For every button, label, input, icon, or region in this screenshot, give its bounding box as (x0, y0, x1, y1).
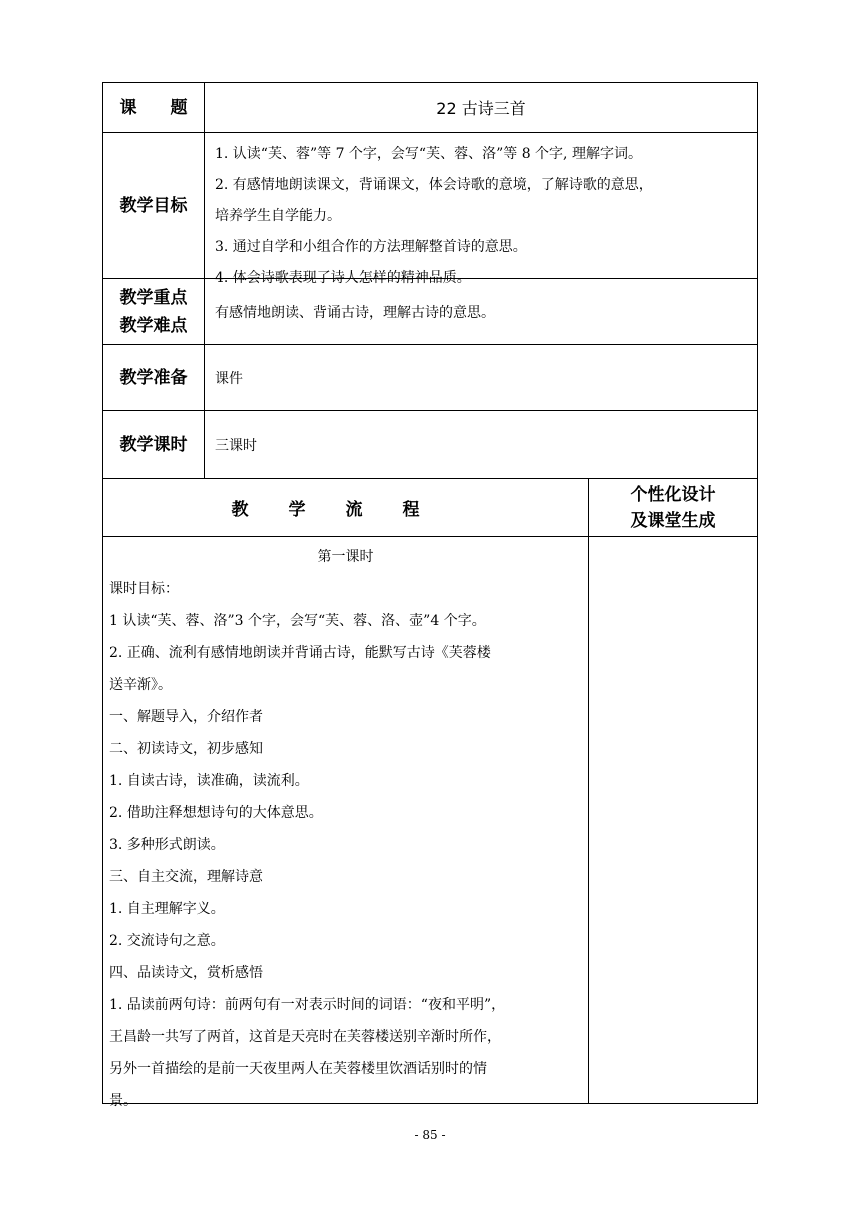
objectives-label: 教学目标 (103, 133, 205, 278)
objective-line: 1. 认读“芙、蓉”等 7 个字，会写“芙、蓉、洛”等 8 个字, 理解字词。 (215, 146, 642, 162)
periods-label: 教学课时 (103, 411, 205, 478)
key-points-row (103, 279, 757, 345)
key-points-value: 有感情地朗读、背诵古诗，理解古诗的意思。 (215, 304, 495, 321)
periods-value: 三课时 (215, 437, 257, 454)
title-label: 课 题 (103, 83, 205, 132)
flow-content (103, 537, 589, 1109)
preparation-value: 课件 (215, 370, 243, 387)
page-number: - 85 - (414, 1128, 446, 1142)
key-points-label-line2: 教学难点 (119, 315, 188, 336)
preparation-label: 教学准备 (103, 345, 205, 410)
flow-line: 3. 多种形式朗读。 (109, 837, 225, 853)
flow-line: 王昌龄一共写了两首，这首是天亮时在芙蓉楼送别辛渐时所作， (109, 1029, 501, 1045)
flow-line: 2. 正确、流利有感情地朗读并背诵古诗，能默写古诗《芙蓉楼 (109, 645, 491, 661)
flow-line: 课时目标： (109, 581, 179, 597)
period-title: 第一课时 (317, 549, 374, 565)
flow-line: 1. 自读古诗，读准确，读流利。 (109, 773, 309, 789)
side-heading (589, 479, 757, 536)
objectives-row (103, 133, 757, 286)
flow-heading: 教学流程 (103, 479, 589, 536)
objectives-list (205, 133, 757, 286)
periods-row (103, 411, 757, 479)
lesson-title: 22 古诗三首 (436, 99, 526, 118)
flow-line: 1. 自主理解字义。 (109, 901, 225, 917)
flow-line: 三、自主交流，理解诗意 (109, 869, 263, 885)
objective-line: 培养学生自学能力。 (215, 208, 341, 224)
flow-line: 送辛渐》。 (109, 677, 172, 693)
objective-line: 2. 有感情地朗读课文，背诵课文，体会诗歌的意境，了解诗歌的意思， (215, 177, 653, 193)
flow-line: 一、解题导入，介绍作者 (109, 709, 263, 725)
lesson-plan-table (102, 82, 758, 1109)
flow-body-row (103, 537, 757, 1109)
objective-line: 4. 体会诗歌表现了诗人怎样的精神品质。 (215, 270, 471, 286)
flow-line: 1 认读“芙、蓉、洛”3 个字，会写“芙、蓉、洛、壶”4 个字。 (109, 613, 486, 629)
side-heading-line1: 个性化设计 (630, 484, 716, 505)
flow-line: 景。 (109, 1093, 137, 1109)
objective-line: 3. 通过自学和小组合作的方法理解整首诗的意思。 (215, 239, 527, 255)
personalized-design-cell (589, 537, 757, 1103)
flow-line: 2. 借助注释想想诗句的大体意思。 (109, 805, 323, 821)
title-row (103, 83, 757, 133)
flow-line: 1. 品读前两句诗：前两句有一对表示时间的词语：“夜和平明”， (109, 997, 506, 1013)
flow-line: 四、品读诗文，赏析感悟 (109, 965, 263, 981)
flow-line: 二、初读诗文，初步感知 (109, 741, 263, 757)
side-heading-line2: 及课堂生成 (630, 510, 716, 531)
key-points-label (103, 279, 205, 344)
preparation-row (103, 345, 757, 411)
flow-line: 2. 交流诗句之意。 (109, 933, 225, 949)
key-points-label-line1: 教学重点 (119, 287, 188, 308)
flow-line: 另外一首描绘的是前一天夜里两人在芙蓉楼里饮酒话别时的情 (109, 1061, 487, 1077)
flow-header-row (103, 479, 757, 537)
